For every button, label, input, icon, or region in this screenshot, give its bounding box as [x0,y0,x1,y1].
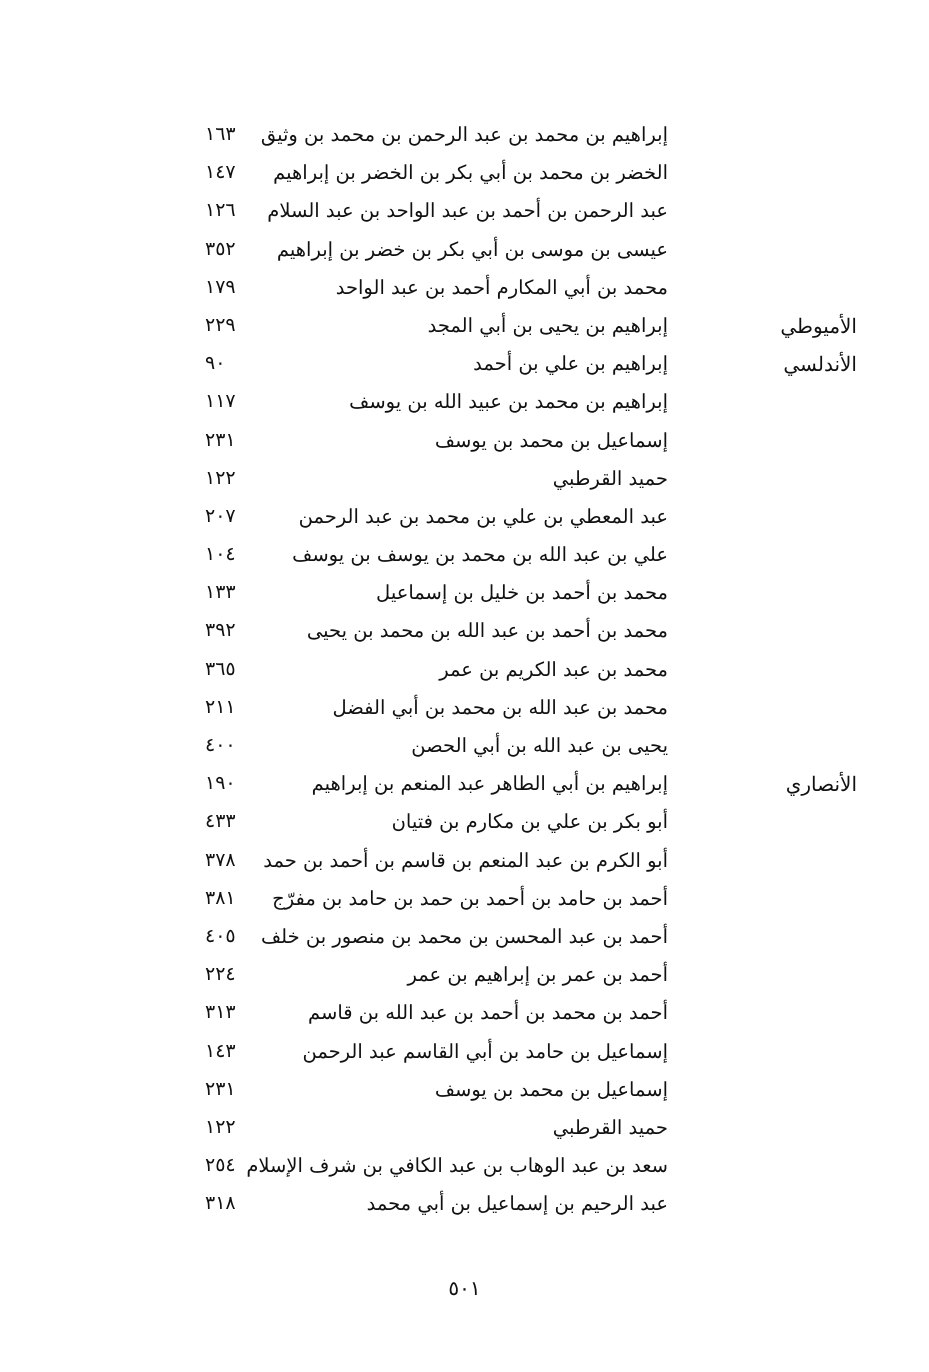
entry-name: أحمد بن محمد بن أحمد بن عبد الله بن قاسم [308,1001,668,1025]
entry-name: علي بن عبد الله بن محمد بن يوسف بن يوسف [292,543,668,567]
index-entry [0,118,929,156]
entry-page-number: ٣٧٨ [205,848,236,871]
entry-name: عبد الرحيم بن إسماعيل بن أبي محمد [366,1192,668,1216]
index-entry [0,882,929,920]
entry-page-number: ٣٨١ [205,886,236,909]
index-entry [0,1149,929,1187]
entry-page-number: ٣٦٥ [205,657,236,680]
entry-page-number: ٩٠ [205,352,226,375]
index-entry [0,271,929,309]
index-entry [0,1035,929,1073]
entry-page-number: ١١٧ [205,390,236,413]
index-entry [0,576,929,614]
entry-nisba: الأندلسي [783,352,857,377]
index-entry [0,156,929,194]
entry-page-number: ١٦٣ [205,123,236,145]
entry-nisba: الأنصاري [785,772,857,797]
entry-page-number: ٣١٣ [205,1001,236,1024]
entry-page-number: ١٢٢ [205,466,236,489]
entry-name: محمد بن أحمد بن عبد الله بن محمد بن يحيى [306,619,668,643]
index-entry [0,538,929,576]
index-entry [0,958,929,996]
entry-page-number: ١٣٣ [205,581,236,604]
entry-page-number: ٤٠٠ [205,734,236,756]
entry-page-number: ١٢٦ [205,199,236,222]
index-list [0,118,929,1225]
entry-page-number: ٢٢٩ [205,313,236,336]
entry-page-number: ١٩٠ [205,772,236,795]
entry-page-number: ٤٣٣ [205,810,236,833]
entry-name: أبو الكرم بن عبد المنعم بن قاسم بن أحمد بن حمد [263,848,668,872]
index-entry [0,233,929,271]
entry-page-number: ٣١٨ [205,1192,236,1215]
entry-name: حميد القرطبي [552,466,668,490]
index-entry [0,424,929,462]
entry-page-number: ١٢٢ [205,1115,236,1138]
index-entry [0,844,929,882]
index-entry [0,500,929,538]
entry-name: يحيى بن عبد الله بن أبي الحصن [411,734,668,757]
entry-name: أحمد بن حامد بن أحمد بن حمد بن حامد بن مفرّج [272,886,668,910]
index-entry [0,309,929,347]
index-entry [0,347,929,385]
index-entry [0,729,929,767]
entry-name: إبراهيم بن أبي الطاهر عبد المنعم بن إبراهيم [311,772,668,796]
entry-name: الخضر بن محمد بن أبي بكر بن الخضر بن إبراهيم [273,161,668,185]
entry-name: عبد الرحمن بن أحمد بن عبد الواحد بن عبد السلام [267,199,668,223]
entry-page-number: ٣٥٢ [205,237,236,260]
entry-name: حميد القرطبي [552,1115,668,1139]
index-entry [0,614,929,652]
entry-name: محمد بن أحمد بن خليل بن إسماعيل [376,581,668,605]
entry-page-number: ٢٣١ [205,1077,236,1100]
entry-page-number: ٤٠٥ [205,924,236,947]
index-entry [0,1073,929,1111]
entry-page-number: ١٧٩ [205,275,236,298]
entry-page-number: ٣٩٢ [205,619,236,642]
entry-name: إبراهيم بن محمد بن عبيد الله بن يوسف [349,390,668,414]
entry-page-number: ١٤٧ [205,161,236,184]
entry-page-number: ٢١١ [205,695,236,718]
entry-name: أحمد بن عمر بن إبراهيم بن عمر [407,963,668,987]
page-number: ٥٠١ [448,1276,481,1300]
entry-name: محمد بن أبي المكارم أحمد بن عبد الواحد [335,275,668,299]
entry-page-number: ٢٥٤ [205,1154,236,1177]
entry-name: محمد بن عبد الكريم بن عمر [439,657,668,681]
entry-page-number: ١٠٤ [205,543,236,566]
entry-name: إبراهيم بن محمد بن عبد الرحمن بن محمد بن وثيق [260,123,668,146]
entry-nisba: الأميوطي [780,313,857,338]
index-entry [0,194,929,232]
index-entry [0,385,929,423]
entry-name: إسماعيل بن محمد بن يوسف [434,1077,668,1101]
entry-page-number: ٢٢٤ [205,963,236,986]
entry-name: إبراهيم بن يحيى بن أبي المجد [427,313,668,337]
entry-page-number: ٢٠٧ [205,504,236,527]
entry-name: إسماعيل بن حامد بن أبي القاسم عبد الرحمن [302,1039,668,1063]
index-entry [0,653,929,691]
index-entry [0,996,929,1034]
entry-name: محمد بن عبد الله بن محمد بن أبي الفضل [332,695,668,719]
index-entry [0,1187,929,1225]
entry-name: سعد بن عبد الوهاب بن عبد الكافي بن شرف الإسلام [246,1154,668,1178]
entry-page-number: ١٤٣ [205,1039,236,1062]
entry-page-number: ٢٣١ [205,428,236,451]
index-entry [0,462,929,500]
entry-name: أحمد بن عبد المحسن بن محمد بن منصور بن خلف [260,924,668,948]
index-entry [0,920,929,958]
index-entry [0,767,929,805]
index-entry [0,805,929,843]
index-entry [0,1111,929,1149]
entry-name: أبو بكر بن علي بن مكارم بن فتيان [391,810,668,834]
entry-name: عيسى بن موسى بن أبي بكر بن خضر بن إبراهيم [276,237,668,261]
entry-name: إسماعيل بن محمد بن يوسف [434,428,668,452]
entry-name: عبد المعطي بن علي بن محمد بن عبد الرحمن [298,504,668,528]
index-entry [0,691,929,729]
entry-name: إبراهيم بن علي بن أحمد [473,352,668,376]
